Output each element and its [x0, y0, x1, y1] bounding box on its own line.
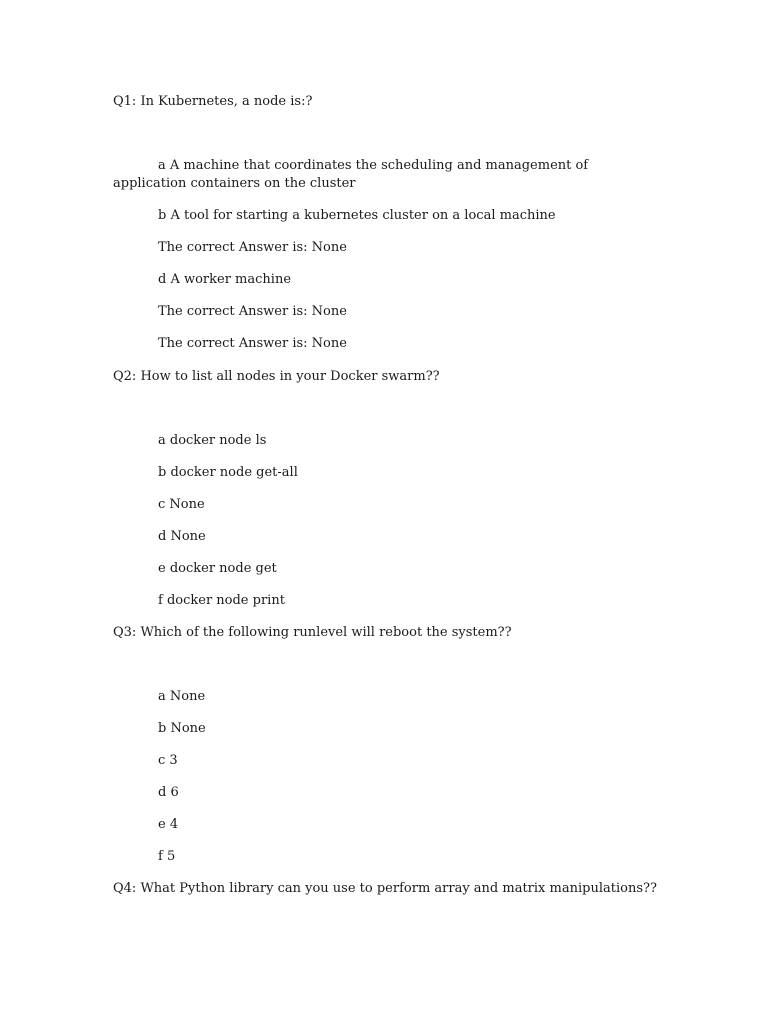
- question-3-option-c: c 3: [158, 753, 178, 768]
- question-2-option-d: d None: [158, 529, 206, 544]
- question-3-option-e: e 4: [158, 817, 179, 832]
- question-2-option-e: e docker node get: [158, 561, 277, 576]
- question-1-option-b: b A tool for starting a kubernetes cluster on a local machine: [158, 208, 556, 223]
- question-1-option-a: a A machine that coordinates the scheduling and management of application containers on the cluster: [113, 158, 589, 191]
- question-2-option-b: b docker node get-all: [158, 465, 298, 480]
- question-2-option-a: a docker node ls: [158, 433, 267, 448]
- question-1-option-d: d A worker machine: [158, 272, 292, 287]
- question-1-option-e: The correct Answer is: None: [158, 304, 347, 319]
- question-2-text: Q2: How to list all nodes in your Docker swarm??: [113, 369, 440, 384]
- question-1-option-c: The correct Answer is: None: [158, 240, 347, 255]
- question-4-text: Q4: What Python library can you use to perform array and matrix manipulations??: [113, 881, 657, 896]
- question-2-option-f: f docker node print: [158, 593, 285, 608]
- question-3-option-b: b None: [158, 721, 206, 736]
- question-1-text: Q1: In Kubernetes, a node is:?: [113, 94, 313, 109]
- question-2-option-c: c None: [158, 497, 205, 512]
- question-3-option-a: a None: [158, 689, 206, 704]
- question-3-option-f: f 5: [158, 849, 176, 864]
- question-3-text: Q3: Which of the following runlevel will reboot the system??: [113, 625, 512, 640]
- question-1-option-f: The correct Answer is: None: [158, 336, 347, 351]
- question-3-option-d: d 6: [158, 785, 179, 800]
